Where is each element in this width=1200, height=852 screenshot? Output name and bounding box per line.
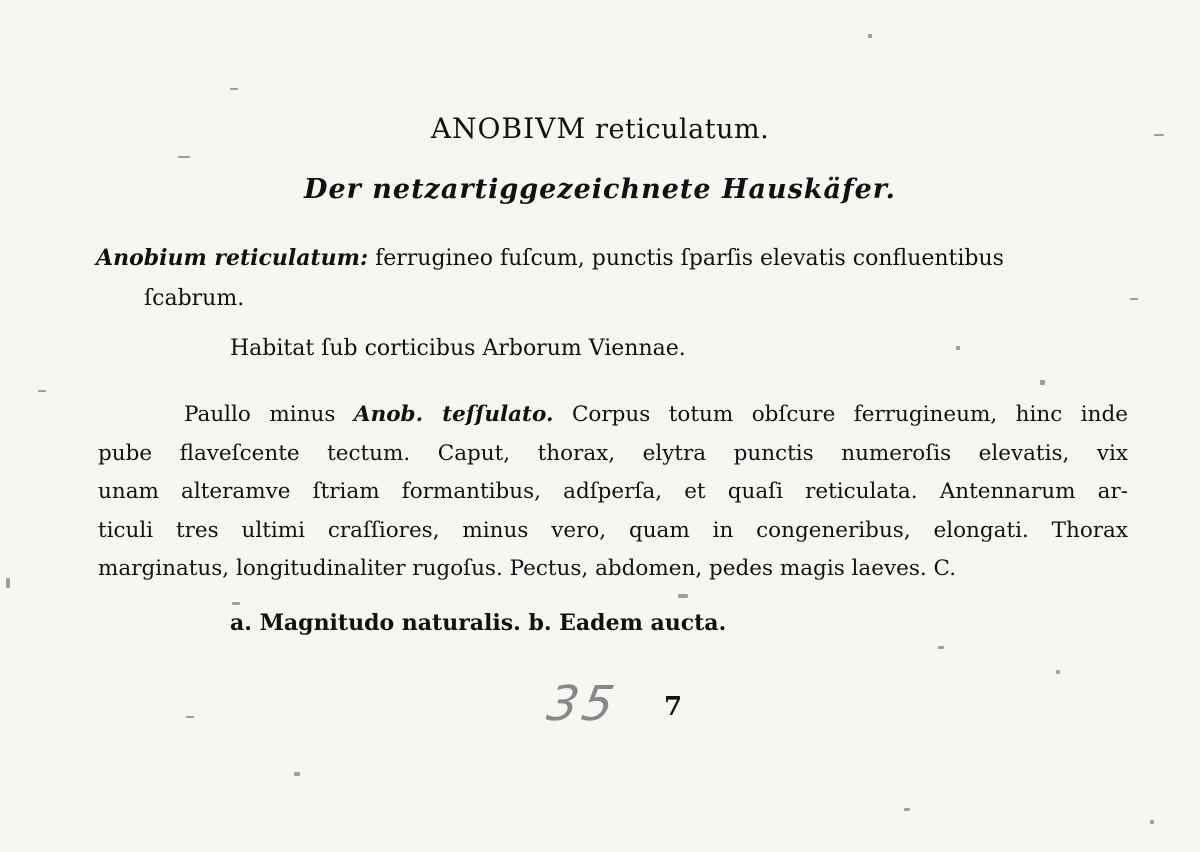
description-line: unam alteramve ſtriam formantibus, adſperſa, et quaſi reticulata. Antennarum ar-: [98, 479, 1128, 504]
paper-speck: [904, 808, 910, 811]
paper-speck: [186, 716, 194, 718]
description-text: Corpus totum obſcure ferrugineum, hinc inde: [571, 402, 1129, 427]
page-title: [0, 112, 1200, 145]
species-diagnosis: [96, 238, 1126, 319]
description-line: [98, 396, 1128, 435]
title-genus: ANOBIVM: [430, 112, 587, 145]
description-line: marginatus, longitudinaliter rugoſus. Pectus, abdomen, pedes magis laeves. C.: [98, 556, 957, 581]
paper-speck: [956, 346, 960, 350]
paper-speck: [178, 156, 190, 158]
paper-speck: [1130, 298, 1138, 300]
description-line: pube flaveſcente tectum. Caput, thorax, elytra punctis numeroſis elevatis, vix: [98, 440, 1128, 466]
habitat-line: Habitat ſub corticibus Arborum Viennae.: [230, 336, 686, 361]
diagnosis-name: Anobium reticulatum:: [96, 245, 369, 271]
diagnosis-line: [96, 238, 1126, 279]
paper-speck: [1056, 670, 1060, 674]
figure-legend: a. Magnitudo naturalis. b. Eadem aucta.: [230, 610, 727, 636]
description-line: ticuli tres ultimi craſſiores, minus vero, quam in congeneribus, elongati. Thorax: [98, 517, 1128, 543]
diagnosis-continuation: ſcabrum.: [144, 286, 245, 311]
paper-speck: [232, 602, 240, 605]
title-species: reticulatum.: [595, 114, 770, 145]
paper-speck: [294, 772, 300, 776]
paper-speck: [1150, 820, 1154, 824]
description-paragraph: [98, 396, 1128, 589]
paper-speck: [938, 646, 944, 649]
german-name: Der netzartiggezeichnete Hauskäfer.: [304, 174, 896, 205]
paper-speck: [678, 594, 688, 598]
paper-speck: [868, 34, 872, 38]
ink-mark: 7: [664, 692, 683, 722]
diagnosis-text: ferrugineo fuſcum, punctis ſparſis elevatis confluentibus: [375, 246, 1004, 271]
description-italic: Anob. teſſulato.: [353, 402, 554, 427]
paper-speck: [6, 578, 10, 588]
paper-speck: [38, 390, 46, 392]
paper-speck: [1040, 380, 1045, 385]
pencil-page-number: 35: [543, 676, 623, 732]
paper-speck: [230, 88, 238, 90]
description-text: Paullo minus: [184, 402, 336, 427]
